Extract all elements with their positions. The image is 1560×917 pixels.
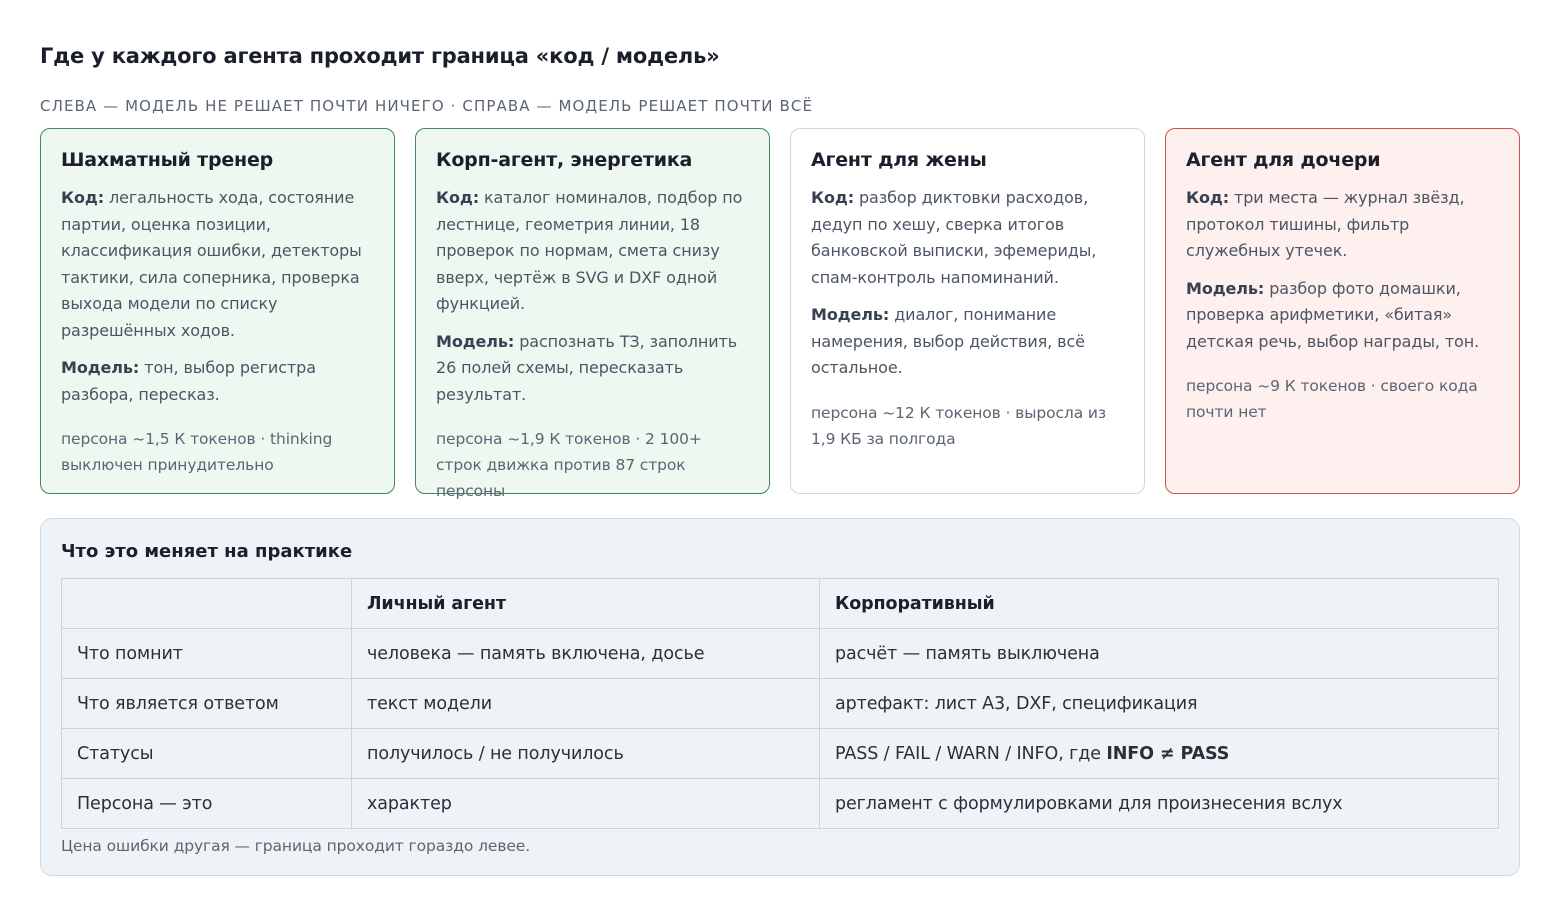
card-meta: персона ~1,5 К токенов · thinking выключен принудительно (61, 430, 333, 474)
table-cell: регламент с формулировками для произнесения вслух (820, 779, 1499, 829)
table-cell: получилось / не получилось (352, 729, 820, 779)
card-code (61, 185, 374, 344)
status-emphasis: INFO ≠ PASS (1106, 743, 1230, 764)
card-daughter-agent (1165, 128, 1520, 494)
table-header-cell (62, 579, 352, 629)
table-header-cell: Корпоративный (820, 579, 1499, 629)
table-header-cell: Личный агент (352, 579, 820, 629)
card-model (436, 329, 749, 409)
table-header-row (62, 579, 1499, 629)
card-title: Корп-агент, энергетика (436, 149, 693, 171)
code-label: Код: (61, 188, 104, 207)
code-text: легальность хода, состояние партии, оценка позиции, классификация ошибки, детекторы тактики, сила соперника, проверка выхода модели по списку разрешённых ходов. (61, 188, 362, 340)
practice-panel (40, 518, 1520, 876)
table-cell: характер (352, 779, 820, 829)
card-code (811, 185, 1124, 291)
card-model (61, 355, 374, 408)
practice-title: Что это меняет на практике (61, 541, 353, 562)
card-meta: персона ~12 К токенов · выросла из 1,9 КБ за полгода (811, 403, 1107, 448)
code-text: каталог номиналов, подбор по лестнице, геометрия линии, 18 проверок по нормам, смета снизу вверх, чертёж в SVG и DXF одной функцией. (436, 188, 743, 313)
agent-cards (40, 128, 1520, 500)
model-label: Модель: (61, 358, 140, 377)
table-row (62, 679, 1499, 729)
card-title: Агент для дочери (1186, 149, 1381, 171)
model-text: диалог, понимание намерения, выбор действия, всё остальное. (811, 305, 1085, 377)
model-text: распознать ТЗ, заполнить 26 полей схемы, пересказать результат. (436, 331, 738, 404)
comparison-table (61, 578, 1499, 829)
model-label: Модель: (1186, 278, 1265, 298)
model-label: Модель: (436, 331, 515, 351)
code-label: Код: (811, 188, 854, 207)
card-title: Шахматный тренер (61, 149, 274, 171)
card-chess-coach (40, 128, 395, 494)
card-code (1186, 185, 1499, 265)
table-cell: Персона — это (62, 779, 352, 829)
code-label: Код: (436, 188, 479, 207)
card-title: Агент для жены (811, 149, 987, 171)
table-row (62, 629, 1499, 679)
card-model (1186, 276, 1499, 356)
card-model (811, 302, 1124, 382)
table-cell: человека — память включена, досье (352, 629, 820, 679)
page-title: Где у каждого агента проходит граница «код / модель» (40, 44, 720, 68)
card-wife-agent (790, 128, 1145, 494)
card-meta: персона ~9 К токенов · своего кода почти нет (1186, 377, 1478, 421)
table-cell: Что является ответом (62, 679, 352, 729)
code-label: Код: (1186, 188, 1229, 207)
model-text: тон, выбор регистра разбора, пересказ. (61, 358, 316, 404)
card-meta: персона ~1,9 К токенов · 2 100+ строк движка против 87 строк персоны (436, 430, 702, 500)
code-text: три места — журнал звёзд, протокол тишины, фильтр служебных утечек. (1186, 188, 1465, 260)
status-list: PASS / FAIL / WARN / INFO, где (835, 743, 1107, 764)
table-cell: расчёт — память выключена (820, 629, 1499, 679)
table-cell: текст модели (352, 679, 820, 729)
table-cell: Что помнит (62, 629, 352, 679)
card-corp-agent (415, 128, 770, 500)
table-cell: артефакт: лист А3, DXF, спецификация (820, 679, 1499, 729)
practice-note: Цена ошибки другая — граница проходит гораздо левее. (61, 837, 531, 855)
code-text: разбор диктовки расходов, дедуп по хешу, сверка итогов банковской выписки, эфемериды, спам-контроль напоминаний. (811, 188, 1097, 287)
table-cell: Статусы (62, 729, 352, 779)
table-row (62, 729, 1499, 779)
model-label: Модель: (811, 305, 890, 324)
table-cell-status (820, 729, 1499, 779)
page-subtitle: СЛЕВА — МОДЕЛЬ НЕ РЕШАЕТ ПОЧТИ НИЧЕГО · СПРАВА — МОДЕЛЬ РЕШАЕТ ПОЧТИ ВСЁ (40, 97, 814, 115)
card-code (436, 185, 749, 318)
table-row (62, 779, 1499, 829)
model-text: разбор фото домашки, проверка арифметики, «битая» детская речь, выбор награды, тон. (1186, 278, 1480, 351)
